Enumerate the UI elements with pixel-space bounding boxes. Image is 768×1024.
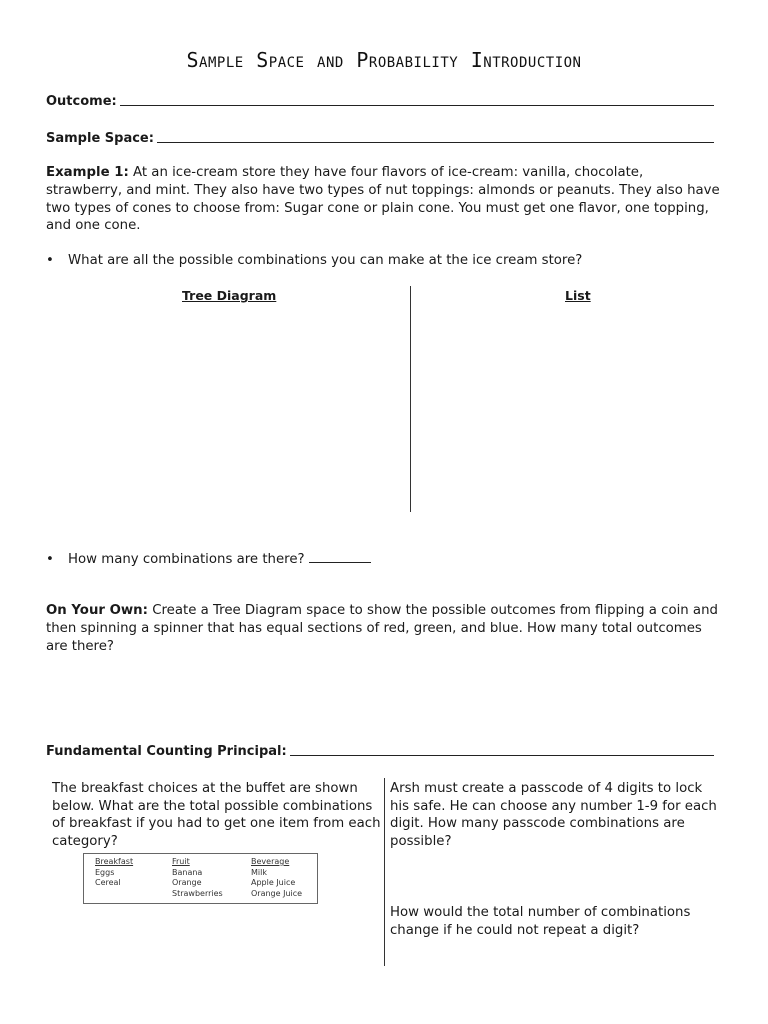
fcp-label: Fundamental Counting Principal: xyxy=(46,744,287,759)
sample-space-row xyxy=(46,131,714,146)
table-cell: Orange Juice xyxy=(251,888,303,898)
sample-space-label: Sample Space: xyxy=(46,131,154,146)
fcp-row xyxy=(46,744,714,759)
page-title: Sample Space and Probability Introduction xyxy=(186,48,582,72)
example-1-paragraph xyxy=(46,164,722,235)
bullet-2-text: How many combinations are there? xyxy=(68,552,305,567)
table-header-row xyxy=(84,854,318,868)
column-divider xyxy=(410,286,411,512)
breakfast-table-wrap xyxy=(83,853,318,904)
table-row xyxy=(84,878,318,889)
tree-diagram-heading: Tree Diagram xyxy=(182,288,277,303)
bullet-item-combinations xyxy=(46,253,582,268)
answer-blank-line xyxy=(309,550,371,563)
table-cell xyxy=(84,889,162,904)
sample-space-blank-line xyxy=(157,141,714,143)
table-cell: Cereal xyxy=(95,878,121,887)
lower-column-divider xyxy=(384,778,385,966)
example-1-text: At an ice-cream store they have four flavors of ice-cream: vanilla, chocolate, strawberry, and mint. They also have two types of nut toppings: almonds or peanuts. They also have two types of cones to choose from: Sugar cone or plain cone. You must get one flavor, one topping, and one cone. xyxy=(46,165,720,234)
table-header-cell: Fruit xyxy=(172,857,190,866)
table-cell: Strawberries xyxy=(172,888,223,898)
table-row xyxy=(84,889,318,904)
table-cell: Apple Juice xyxy=(251,878,296,887)
table-row xyxy=(84,868,318,879)
example-1-label: Example 1: xyxy=(46,165,129,180)
on-your-own-paragraph xyxy=(46,602,722,655)
on-your-own-label: On Your Own: xyxy=(46,603,148,618)
fcp-blank-line xyxy=(290,754,714,756)
table-cell: Banana xyxy=(172,867,203,877)
table-cell: Eggs xyxy=(95,867,115,877)
table-header-cell: Beverage xyxy=(251,857,290,866)
breakfast-question: The breakfast choices at the buffet are shown below. What are the total possible combinations of breakfast if you had to get one item from each category? xyxy=(52,781,381,849)
on-your-own-text: Create a Tree Diagram space to show the possible outcomes from flipping a coin and then spinning a spinner that has equal sections of red, green, and blue. How many total outcomes are there? xyxy=(46,603,718,654)
bullet-1-text: What are all the possible combinations you can make at the ice cream store? xyxy=(68,253,583,268)
table-cell: Orange xyxy=(172,878,202,887)
list-heading: List xyxy=(565,288,591,303)
table-cell: Milk xyxy=(251,867,267,877)
passcode-question: Arsh must create a passcode of 4 digits to lock his safe. He can choose any number 1-9 for each digit. How many passcode combinations are possible? xyxy=(390,781,717,849)
outcome-label: Outcome: xyxy=(46,94,117,109)
bullet-icon: • xyxy=(46,552,54,567)
outcome-row xyxy=(46,94,714,109)
bullet-item-count xyxy=(46,550,371,567)
table-header-cell: Breakfast xyxy=(95,857,134,866)
outcome-blank-line xyxy=(120,104,714,106)
bullet-icon: • xyxy=(46,253,54,268)
breakfast-table xyxy=(83,853,318,904)
repeat-question: How would the total number of combinations change if he could not repeat a digit? xyxy=(390,905,691,938)
